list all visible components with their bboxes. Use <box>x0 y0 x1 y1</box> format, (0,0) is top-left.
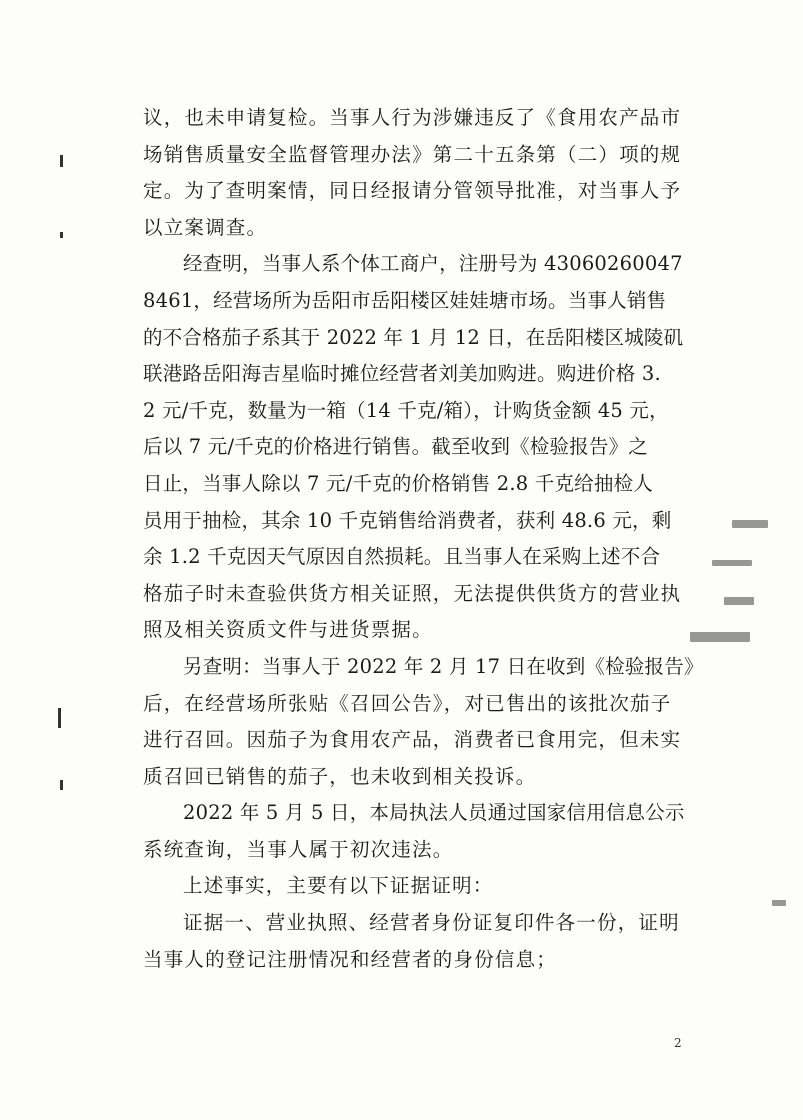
scan-blot <box>724 597 754 605</box>
binding-mark <box>58 708 61 728</box>
text-line: 议，也未申请复检。当事人行为涉嫌违反了《食用农产品市 <box>143 106 682 129</box>
page-number: 2 <box>674 1036 682 1050</box>
text-line: 联港路岳阳海吉星临时摊位经营者刘美加购进。购进价格 3. <box>143 362 661 386</box>
text-line: 定。为了查明案情，同日经报请分管领导批准，对当事人予 <box>143 179 682 203</box>
text-line: 以立案调查。 <box>143 215 268 239</box>
text-line: 当事人的登记注册情况和经营者的身份信息； <box>143 947 558 971</box>
scan-blot <box>732 520 768 528</box>
binding-mark <box>60 232 63 238</box>
body-text <box>143 100 704 978</box>
text-line: 另查明：当事人于 2022 年 2 月 17 日在收到《检验报告》 <box>183 654 704 678</box>
binding-mark <box>60 780 63 790</box>
text-line: 后以 7 元/千克的价格进行销售。截至收到《检验报告》之 <box>143 435 648 459</box>
scan-blot <box>712 560 752 566</box>
text-line: 日止，当事人除以 7 元/千克的价格销售 2.8 千克给抽检人 <box>143 471 653 495</box>
text-line: 证据一、营业执照、经营者身份证复印件各一份，证明 <box>183 911 680 935</box>
text-line: 的不合格茄子系其于 2022 年 1 月 12 日，在岳阳楼区城陵矶 <box>143 325 684 349</box>
text-line: 后，在经营场所张贴《召回公告》，对已售出的该批次茄子 <box>143 691 672 715</box>
scan-blot <box>690 632 750 642</box>
text-line: 场销售质量安全监督管理办法》第二十五条第（二）项的规 <box>143 142 682 166</box>
text-line: 质召回已销售的茄子，也未收到相关投诉。 <box>143 764 537 788</box>
binding-mark <box>60 155 63 167</box>
text-line: 8461，经营场所为岳阳市岳阳楼区娃娃塘市场。当事人销售 <box>143 288 667 312</box>
text-line: 照及相关资质文件与进货票据。 <box>143 618 433 642</box>
text-line: 进行召回。因茄子为食用农产品，消费者已食用完，但未实 <box>143 728 682 752</box>
text-line: 余 1.2 千克因天气原因自然损耗。且当事人在采购上述不合 <box>143 545 661 569</box>
text-line: 员用于抽检，其余 10 千克销售给消费者，获利 48.6 元，剩 <box>143 508 672 532</box>
text-line: 系统查询，当事人属于初次违法。 <box>143 837 454 861</box>
text-line: 上述事实，主要有以下证据证明： <box>183 874 494 898</box>
text-line: 2 元/千克，数量为一箱（14 千克/箱），计购货金额 45 元， <box>143 398 669 422</box>
scan-blot <box>772 900 786 906</box>
text-line: 经查明，当事人系个体工商户，注册号为 43060260047 <box>183 252 683 276</box>
text-line: 格茄子时未查验供货方相关证照，无法提供供货方的营业执 <box>143 581 682 605</box>
text-line: 2022 年 5 月 5 日，本局执法人员通过国家信用信息公示 <box>183 801 685 825</box>
